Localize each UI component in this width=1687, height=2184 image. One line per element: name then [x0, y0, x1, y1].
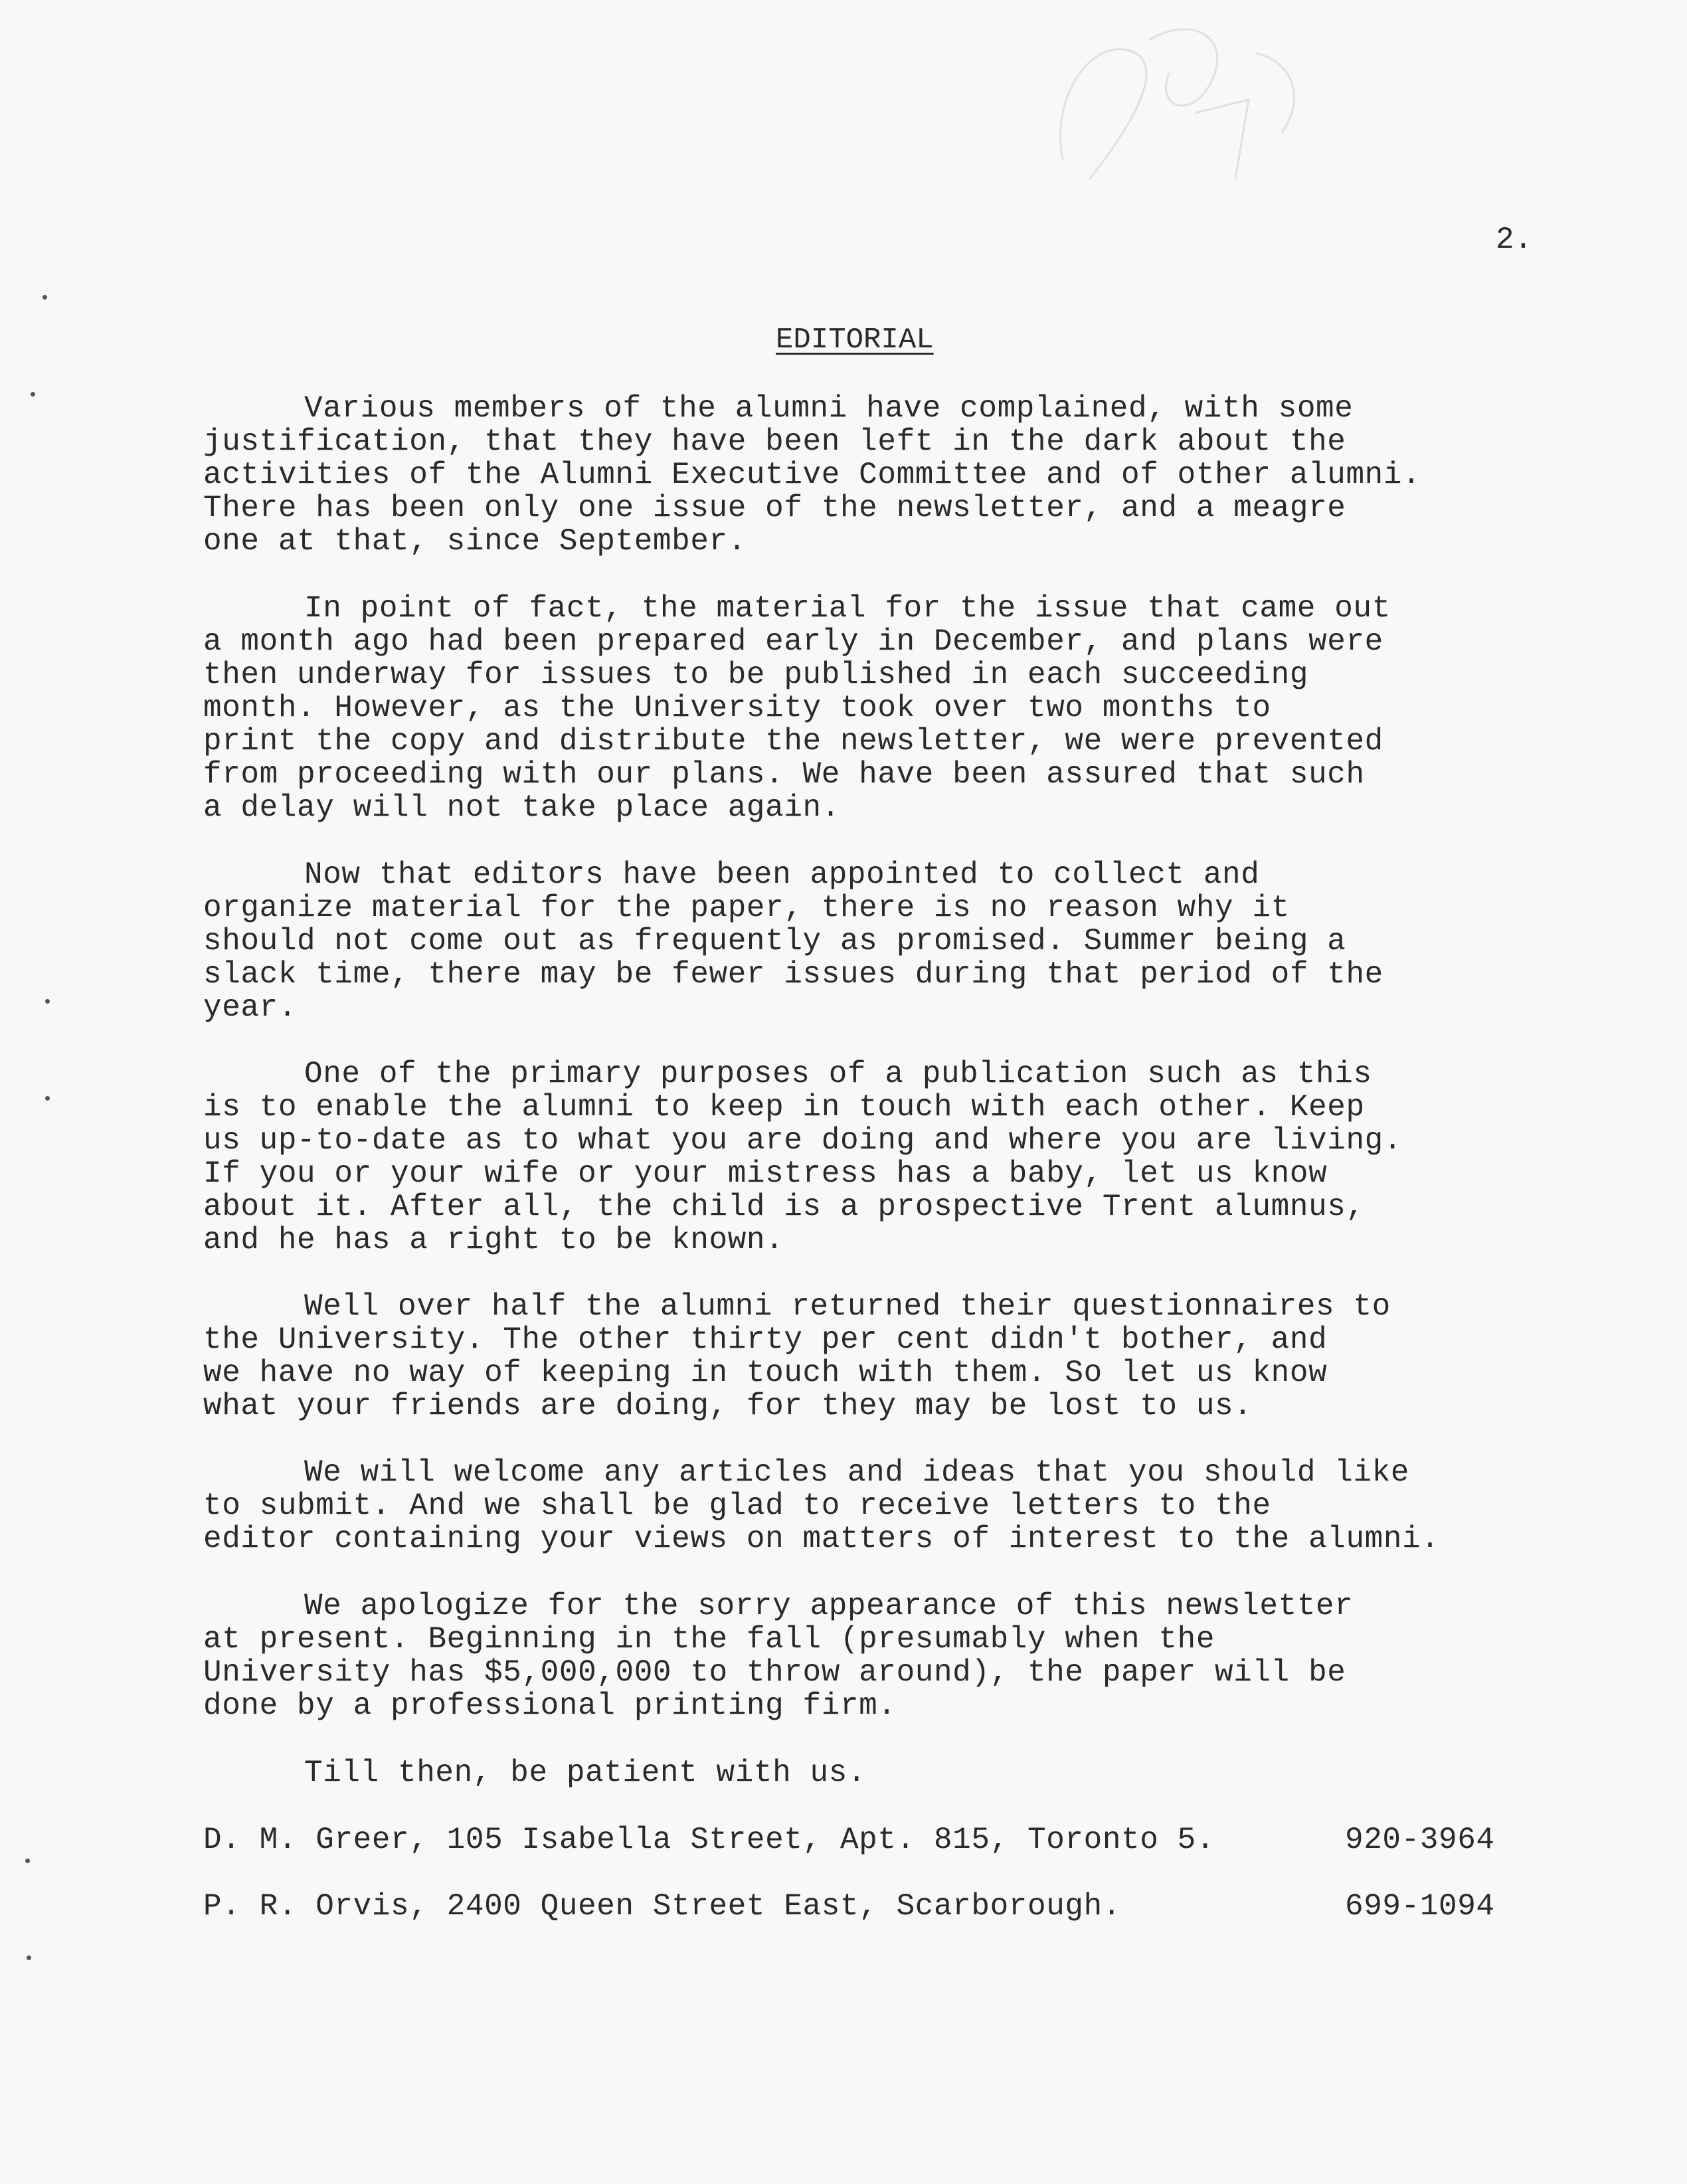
page-edge-mark	[45, 999, 50, 1004]
paragraph-4-line-1: One of the primary purposes of a publication such as this	[304, 1057, 1372, 1091]
paragraph-2-line-1: In point of fact, the material for the issue that came out	[304, 591, 1391, 626]
paragraph-5-line-3: we have no way of keeping in touch with them. So let us know	[203, 1356, 1328, 1390]
page-edge-mark	[43, 295, 47, 300]
paragraph-3-line-3: should not come out as frequently as promised. Summer being a	[203, 924, 1346, 958]
paragraph-1-line-4: There has been only one issue of the newsletter, and a meagre	[203, 491, 1346, 525]
paragraph-2-line-4: month. However, as the University took over two months to	[203, 691, 1271, 725]
contact-greer-address: D. M. Greer, 105 Isabella Street, Apt. 815, Toronto 5.	[203, 1823, 1215, 1857]
paragraph-5-line-4: what your friends are doing, for they may be lost to us.	[203, 1389, 1253, 1423]
paragraph-3-line-4: slack time, there may be fewer issues during that period of the	[203, 957, 1383, 992]
paragraph-4-line-3: us up-to-date as to what you are doing and where you are living.	[203, 1123, 1403, 1158]
paragraph-7-line-4: done by a professional printing firm.	[203, 1688, 897, 1723]
paragraph-1-line-2: justification, that they have been left in the dark about the	[203, 424, 1346, 459]
paragraph-2-line-3: then underway for issues to be published in each succeeding	[203, 658, 1309, 692]
paragraph-7-line-1: We apologize for the sorry appearance of this newsletter	[304, 1589, 1354, 1623]
paragraph-2-line-6: from proceeding with our plans. We have been assured that such	[203, 757, 1365, 792]
paragraph-3-line-2: organize material for the paper, there is no reason why it	[203, 891, 1290, 925]
paragraph-6-line-1: We will welcome any articles and ideas that you should like	[304, 1455, 1410, 1490]
page-number: 2.	[1496, 223, 1533, 257]
page-edge-mark	[27, 1956, 31, 1960]
paragraph-6-line-2: to submit. And we shall be glad to receive letters to the	[203, 1489, 1271, 1523]
paragraph-7-line-3: University has $5,000,000 to throw around), the paper will be	[203, 1655, 1346, 1690]
paragraph-6-line-3: editor containing your views on matters of interest to the alumni.	[203, 1522, 1440, 1556]
paragraph-4-line-2: is to enable the alumni to keep in touch with each other. Keep	[203, 1090, 1365, 1125]
page-edge-mark	[45, 1096, 50, 1101]
paragraph-4-line-6: and he has a right to be known.	[203, 1223, 784, 1257]
paragraph-1-line-5: one at that, since September.	[203, 524, 747, 559]
contact-orvis-phone: 699-1094	[1345, 1889, 1495, 1924]
paragraph-1-line-3: activities of the Alumni Executive Committee and of other alumni.	[203, 458, 1421, 492]
paragraph-5-line-2: the University. The other thirty per cent didn't bother, and	[203, 1322, 1328, 1357]
contact-greer-phone: 920-3964	[1345, 1823, 1495, 1857]
paragraph-2-line-7: a delay will not take place again.	[203, 790, 840, 825]
faint-pencil-scribble	[1036, 13, 1328, 213]
paragraph-1-line-1: Various members of the alumni have complained, with some	[304, 391, 1354, 426]
paragraph-4-line-5: about it. After all, the child is a prospective Trent alumnus,	[203, 1190, 1365, 1224]
editorial-title: EDITORIAL	[776, 323, 934, 357]
paragraph-5-line-1: Well over half the alumni returned their questionnaires to	[304, 1289, 1391, 1324]
page-edge-mark	[31, 392, 35, 397]
contact-orvis-address: P. R. Orvis, 2400 Queen Street East, Scarborough.	[203, 1889, 1122, 1924]
paragraph-7-line-2: at present. Beginning in the fall (presumably when the	[203, 1622, 1215, 1657]
paragraph-4-line-4: If you or your wife or your mistress has a baby, let us know	[203, 1156, 1328, 1191]
paragraph-8-line-1: Till then, be patient with us.	[304, 1756, 867, 1790]
page-edge-mark	[25, 1859, 30, 1863]
paragraph-2-line-5: print the copy and distribute the newsletter, we were prevented	[203, 724, 1383, 759]
paragraph-3-line-1: Now that editors have been appointed to collect and	[304, 858, 1260, 892]
paragraph-2-line-2: a month ago had been prepared early in December, and plans were	[203, 624, 1383, 659]
paragraph-3-line-5: year.	[203, 990, 298, 1025]
